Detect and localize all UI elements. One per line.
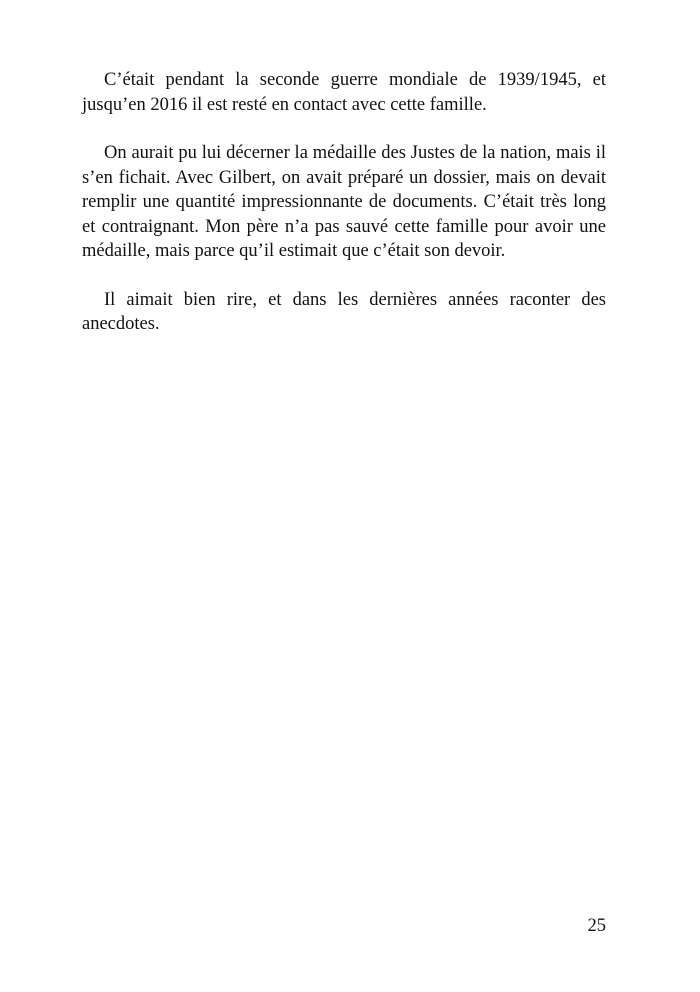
- paragraph-2: On aurait pu lui décerner la médaille des Justes de la nation, mais il s’en fichait. Avec Gilbert, on avait préparé un dossier, mais on devait remplir une quantité impressionnante de documents. C’était très long et contraignant. Mon père n’a pas sauvé cette famille pour avoir une médaille, mais parce qu’il estimait que c’était son devoir.: [82, 143, 606, 261]
- paragraph-1: C’était pendant la seconde guerre mondiale de 1939/1945, et jusqu’en 2016 il est resté en contact avec cette famille.: [82, 70, 606, 115]
- paragraph-3: Il aimait bien rire, et dans les dernières années raconter des anecdotes.: [82, 289, 606, 334]
- page-body: [82, 68, 606, 361]
- page-number: 25: [587, 916, 606, 936]
